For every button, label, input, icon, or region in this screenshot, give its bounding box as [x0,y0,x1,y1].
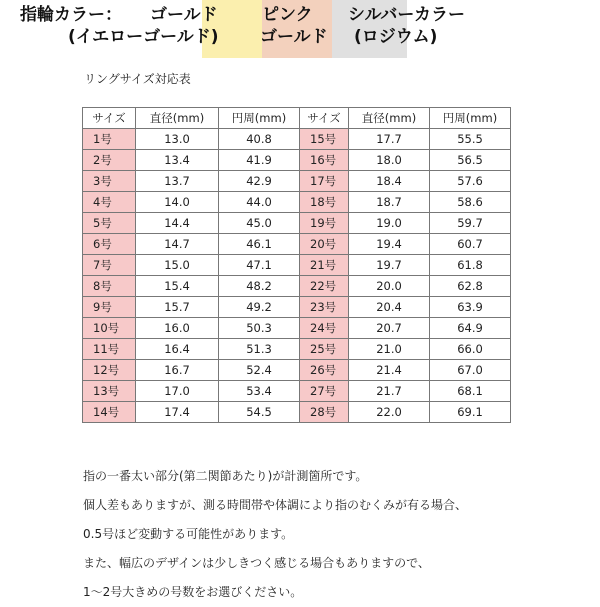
diameter-cell: 18.0 [349,150,430,171]
circumference-cell: 50.3 [219,318,300,339]
circumference-cell: 68.1 [430,381,511,402]
circumference-cell: 57.6 [430,171,511,192]
table-row [83,276,511,297]
diameter-cell: 18.7 [349,192,430,213]
circumference-cell: 60.7 [430,234,511,255]
circumference-cell: 66.0 [430,339,511,360]
circumference-cell: 62.8 [430,276,511,297]
diameter-cell: 14.4 [136,213,219,234]
diameter-cell: 17.0 [136,381,219,402]
diameter-cell: 21.7 [349,381,430,402]
size-cell: 15号 [300,129,349,150]
diameter-cell: 16.4 [136,339,219,360]
size-cell: 13号 [83,381,136,402]
circumference-cell: 41.9 [219,150,300,171]
diameter-cell: 17.4 [136,402,219,423]
circumference-cell: 47.1 [219,255,300,276]
circumference-cell: 40.8 [219,129,300,150]
circumference-cell: 58.6 [430,192,511,213]
ring-color-header [0,0,600,58]
column-header-size: サイズ [83,108,136,129]
size-cell: 12号 [83,360,136,381]
column-header-circumference: 円周(mm) [430,108,511,129]
diameter-cell: 22.0 [349,402,430,423]
size-cell: 28号 [300,402,349,423]
circumference-cell: 45.0 [219,213,300,234]
size-cell: 2号 [83,150,136,171]
diameter-cell: 15.4 [136,276,219,297]
table-row [83,402,511,423]
circumference-cell: 55.5 [430,129,511,150]
circumference-cell: 52.4 [219,360,300,381]
column-header-diameter: 直径(mm) [349,108,430,129]
size-cell: 6号 [83,234,136,255]
diameter-cell: 15.0 [136,255,219,276]
silver-color-name: シルバーカラー [348,5,466,25]
circumference-cell: 44.0 [219,192,300,213]
table-row [83,255,511,276]
circumference-cell: 63.9 [430,297,511,318]
diameter-cell: 16.7 [136,360,219,381]
gold-color-name: ゴールド [150,5,218,25]
diameter-cell: 18.4 [349,171,430,192]
circumference-cell: 53.4 [219,381,300,402]
note-line: また、幅広のデザインは少しきつく感じる場合もありますので、 [83,556,430,570]
circumference-cell: 54.5 [219,402,300,423]
size-cell: 18号 [300,192,349,213]
circumference-cell: 59.7 [430,213,511,234]
pink-color-subname: ゴールド [260,27,328,47]
size-cell: 20号 [300,234,349,255]
diameter-cell: 14.7 [136,234,219,255]
note-line: 1～2号大きめの号数をお選びください。 [83,585,303,599]
size-cell: 11号 [83,339,136,360]
circumference-cell: 69.1 [430,402,511,423]
size-cell: 19号 [300,213,349,234]
circumference-cell: 56.5 [430,150,511,171]
table-row [83,297,511,318]
diameter-cell: 15.7 [136,297,219,318]
size-cell: 27号 [300,381,349,402]
table-header-row [83,108,511,129]
ring-size-table [82,107,511,423]
diameter-cell: 13.0 [136,129,219,150]
diameter-cell: 16.0 [136,318,219,339]
table-row [83,150,511,171]
table-row [83,129,511,150]
gold-color-subname: (イエローゴールド) [68,27,219,47]
size-cell: 22号 [300,276,349,297]
diameter-cell: 14.0 [136,192,219,213]
size-cell: 4号 [83,192,136,213]
column-header-circumference: 円周(mm) [219,108,300,129]
table-row [83,213,511,234]
column-header-diameter: 直径(mm) [136,108,219,129]
circumference-cell: 51.3 [219,339,300,360]
table-body [83,129,511,423]
table-row [83,234,511,255]
size-cell: 25号 [300,339,349,360]
size-cell: 23号 [300,297,349,318]
diameter-cell: 20.0 [349,276,430,297]
circumference-cell: 61.8 [430,255,511,276]
sizing-notes [83,462,593,607]
size-cell: 10号 [83,318,136,339]
size-cell: 1号 [83,129,136,150]
diameter-cell: 19.4 [349,234,430,255]
circumference-cell: 67.0 [430,360,511,381]
table-row [83,339,511,360]
size-cell: 17号 [300,171,349,192]
size-cell: 24号 [300,318,349,339]
size-cell: 26号 [300,360,349,381]
size-cell: 3号 [83,171,136,192]
size-table-title: リングサイズ対応表 [84,72,191,86]
size-cell: 8号 [83,276,136,297]
diameter-cell: 21.0 [349,339,430,360]
size-cell: 14号 [83,402,136,423]
table-row [83,381,511,402]
pink-color-name: ピンク [262,5,313,25]
note-line: 個人差もありますが、測る時間帯や体調により指のむくみが有る場合、 [83,498,468,512]
size-cell: 16号 [300,150,349,171]
diameter-cell: 20.4 [349,297,430,318]
circumference-cell: 46.1 [219,234,300,255]
diameter-cell: 21.4 [349,360,430,381]
table-row [83,360,511,381]
diameter-cell: 20.7 [349,318,430,339]
size-cell: 7号 [83,255,136,276]
diameter-cell: 13.7 [136,171,219,192]
circumference-cell: 49.2 [219,297,300,318]
silver-color-subname: (ロジウム) [354,27,438,47]
table-row [83,192,511,213]
size-cell: 21号 [300,255,349,276]
size-cell: 5号 [83,213,136,234]
column-header-size: サイズ [300,108,349,129]
circumference-cell: 42.9 [219,171,300,192]
table-row [83,171,511,192]
circumference-cell: 64.9 [430,318,511,339]
circumference-cell: 48.2 [219,276,300,297]
note-line: 指の一番太い部分(第二関節あたり)が計測箇所です。 [83,469,368,483]
size-cell: 9号 [83,297,136,318]
diameter-cell: 19.0 [349,213,430,234]
diameter-cell: 17.7 [349,129,430,150]
diameter-cell: 19.7 [349,255,430,276]
diameter-cell: 13.4 [136,150,219,171]
table-row [83,318,511,339]
ring-color-label: 指輪カラー： [20,5,122,25]
note-line: 0.5号ほど変動する可能性があります。 [83,527,294,541]
